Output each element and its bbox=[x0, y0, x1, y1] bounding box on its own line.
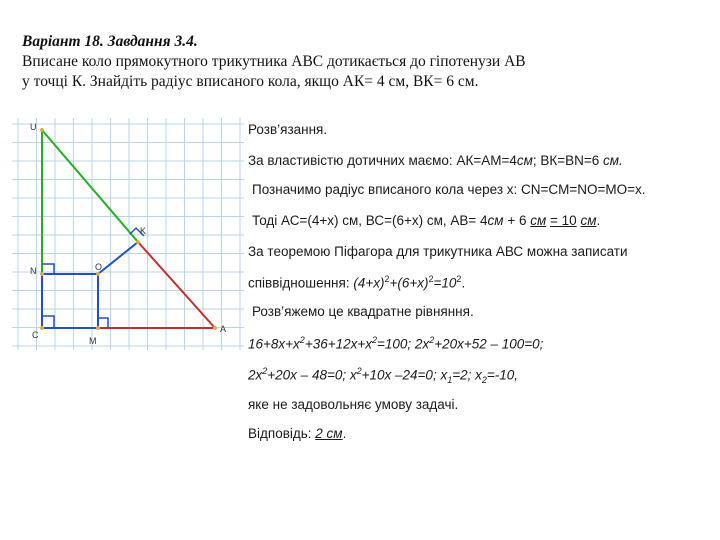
text: см bbox=[580, 213, 597, 228]
text: +36+12х+х bbox=[304, 336, 372, 352]
problem-title: Варіант 18. Завдання 3.4. bbox=[22, 33, 198, 50]
text: . bbox=[342, 426, 347, 441]
text: см bbox=[530, 213, 547, 228]
point-a bbox=[213, 326, 217, 330]
solution-line-1 bbox=[248, 153, 623, 168]
solution-line-2: Позначимо радіус вписаного кола через х: CN=CM=NO=MO=х. bbox=[252, 182, 646, 197]
text: . bbox=[461, 275, 466, 291]
point-o bbox=[96, 272, 100, 276]
triangle-figure bbox=[12, 118, 244, 350]
text: 2 bbox=[456, 274, 462, 284]
answer-value: 2 см bbox=[315, 426, 343, 441]
label-c: C bbox=[32, 330, 39, 340]
text: 2 bbox=[428, 274, 434, 284]
text: +20х – 48=0; х bbox=[267, 367, 357, 383]
text: співвідношення: bbox=[248, 275, 354, 291]
text: =-10, bbox=[486, 367, 519, 383]
text: = 10 bbox=[550, 213, 577, 228]
text: 2 bbox=[356, 366, 362, 376]
point-m bbox=[96, 326, 100, 330]
text: 2 bbox=[384, 274, 390, 284]
text: 2х bbox=[248, 367, 263, 383]
solution-line-3 bbox=[252, 213, 600, 228]
point-k bbox=[136, 240, 140, 244]
label-a: A bbox=[220, 324, 227, 334]
answer-line bbox=[248, 426, 346, 441]
right-angle-m bbox=[98, 318, 108, 328]
solution-line-7 bbox=[248, 335, 543, 352]
label-b: U bbox=[30, 122, 37, 132]
text: =2; х bbox=[452, 367, 482, 383]
point-c bbox=[40, 326, 44, 330]
solution-line-8 bbox=[248, 366, 518, 385]
hypotenuse-bk bbox=[42, 130, 138, 242]
text: 2 bbox=[299, 335, 305, 345]
solution-line-9: яке не задовольняє умову задачі. bbox=[248, 397, 459, 412]
answer-label: Відповідь: bbox=[248, 426, 316, 441]
label-m: M bbox=[89, 336, 97, 346]
text: =100; 2х bbox=[377, 336, 430, 352]
radius-ok bbox=[98, 242, 138, 274]
text: 2 bbox=[481, 375, 487, 386]
text: 2 bbox=[429, 335, 435, 345]
text: За властивістю дотичних маємо: bbox=[248, 153, 453, 168]
square-cnom bbox=[42, 274, 98, 328]
point-b bbox=[40, 128, 44, 132]
text: + 6 bbox=[507, 213, 527, 228]
text: +10х –24=0; х bbox=[361, 367, 448, 383]
solution-line-4: За теоремою Піфагора для трикутника АВС можна записати bbox=[248, 244, 628, 259]
solution-line-5 bbox=[248, 274, 465, 291]
text: см bbox=[516, 153, 533, 168]
label-n: N bbox=[30, 266, 37, 276]
point-n bbox=[40, 272, 44, 276]
problem-line-1: Вписане коло прямокутного трикутника АВС дотикається до гіпотенузи АВ bbox=[22, 53, 526, 70]
right-angle-c bbox=[42, 316, 54, 328]
text: Тоді АС=(4+х) см, ВС=(6+х) см, АВ= 4 bbox=[252, 213, 488, 228]
text: 2 bbox=[372, 335, 378, 345]
text: 16+8х+х bbox=[248, 336, 300, 352]
text: см. bbox=[603, 153, 623, 168]
text: +20х+52 – 100=0; bbox=[434, 336, 544, 352]
problem-line-2: у точці К. Знайдіть радіус вписаного кола, якщо АК= 4 см, ВК= 6 см. bbox=[22, 73, 479, 90]
label-o: O bbox=[95, 262, 103, 272]
text: АК=АМ=4 bbox=[456, 153, 517, 168]
text: ; ВК=BN=6 bbox=[532, 153, 600, 168]
text: (4+x) bbox=[353, 275, 385, 291]
text: 1 bbox=[447, 375, 453, 386]
text: . bbox=[596, 213, 601, 228]
text: =10 bbox=[433, 275, 457, 291]
text: +(6+x) bbox=[389, 275, 429, 291]
solution-line-6: Розв’яжемо це квадратне рівняння. bbox=[252, 304, 474, 319]
text: 2 bbox=[262, 366, 268, 376]
grid bbox=[12, 118, 244, 350]
label-k: K bbox=[140, 226, 147, 236]
text: см bbox=[487, 213, 504, 228]
solution-heading: Розв’язання. bbox=[248, 122, 328, 137]
problem-statement bbox=[22, 32, 702, 92]
